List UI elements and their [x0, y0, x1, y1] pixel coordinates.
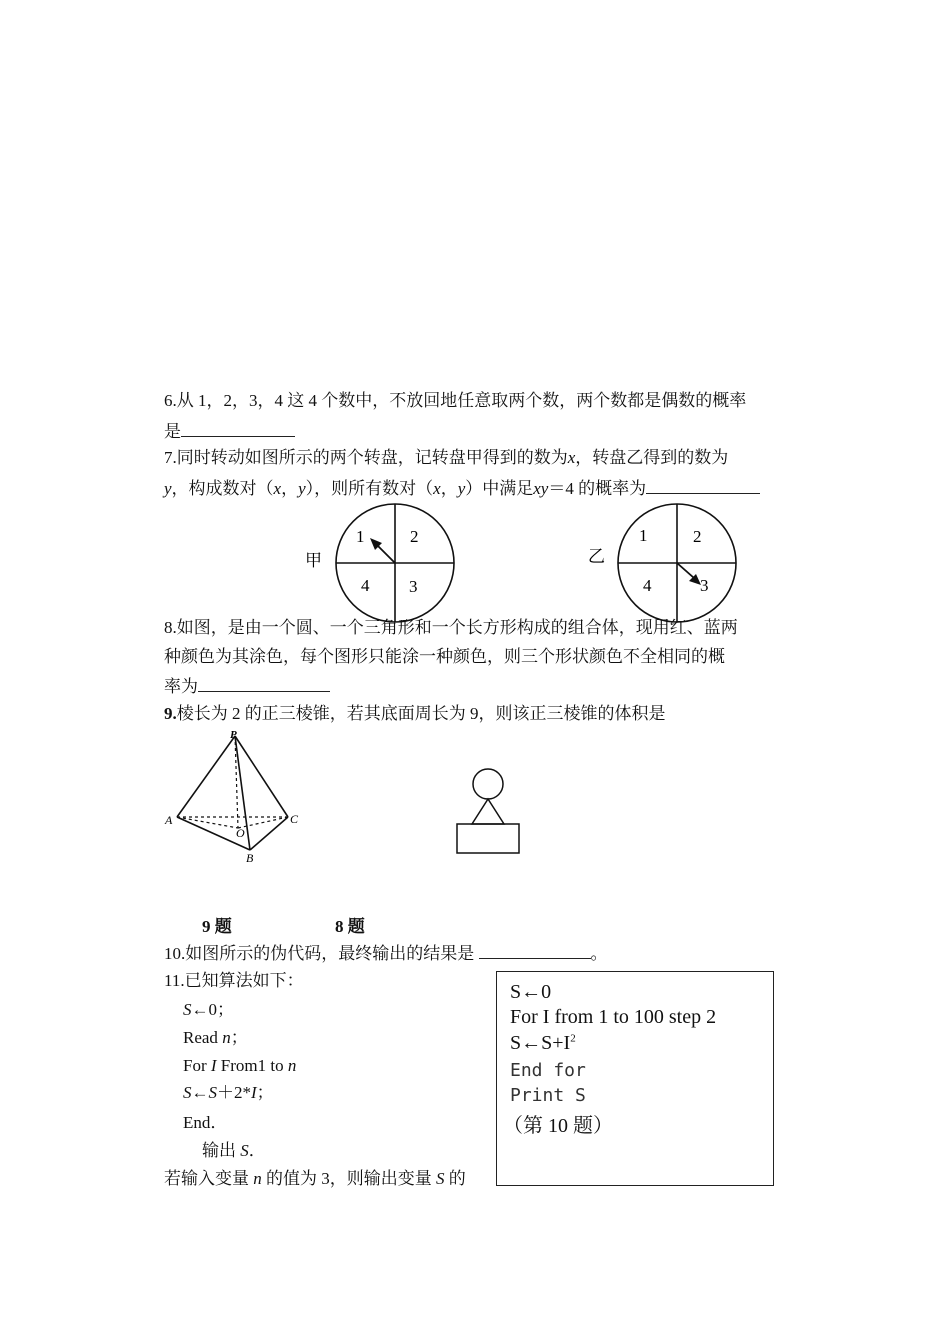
code-line-4: End for [510, 1060, 586, 1081]
q11-algo-line6: 输出 S． [202, 1141, 266, 1160]
q6-answer-blank[interactable] [181, 419, 295, 437]
pseudocode-box [496, 971, 774, 1186]
edge-pc [235, 736, 288, 817]
q11-algo-line5: End． [183, 1113, 228, 1132]
label-o: O [236, 826, 245, 840]
q8-line2: 种颜色为其涂色，每个图形只能涂一种颜色，则三个形状颜色不全相同的概 [164, 647, 725, 666]
code-caption: （第 10 题） [503, 1115, 613, 1137]
edge-bc [250, 817, 288, 850]
label-c: C [290, 812, 299, 826]
spinner-yi-num-3: 3 [700, 576, 709, 595]
q6-line1: 6.从 1，2，3，4 这 4 个数中，不放回地任意取两个数，两个数都是偶数的概率 [164, 391, 747, 410]
caption-q8: 8 题 [335, 917, 365, 936]
code-line-1: S←0 [510, 981, 552, 1003]
spinner-jia-num-2: 2 [410, 527, 419, 546]
q7-line2: y，构成数对（x，y），则所有数对（x，y）中满足xy＝4 的概率为 [164, 476, 760, 500]
label-a: A [165, 813, 173, 827]
figure-rectangle [457, 824, 519, 853]
code-line-2: For I from 1 to 100 step 2 [510, 1006, 717, 1028]
composite-figure [450, 764, 530, 858]
q6-line2: 是 [164, 419, 295, 443]
spinner-yi-num-1: 1 [639, 526, 648, 545]
spinner-jia-pointer [376, 544, 395, 563]
edge-pa [177, 736, 235, 817]
spinner-jia-num-1: 1 [356, 527, 365, 546]
q8-line3: 率为 [164, 674, 330, 698]
q10-answer-blank[interactable] [479, 941, 591, 959]
code-line-3: $S\leftarrow S+I^2$ [510, 1032, 576, 1054]
code-line-5: Print S [510, 1085, 586, 1106]
spinner-jia-num-3: 3 [409, 577, 418, 596]
q11-algo-line3: For I From1 to n [183, 1056, 297, 1075]
spinner-jia-num-4: 4 [361, 576, 370, 595]
q11-algo-line2: Read n； [183, 1028, 248, 1047]
spinner-yi-num-2: 2 [693, 527, 702, 546]
label-p: P [230, 729, 237, 741]
spinner-yi-label: 乙 [588, 547, 605, 566]
q7-line1: 7.同时转动如图所示的两个转盘，记转盘甲得到的数为x，转盘乙得到的数为 [164, 448, 729, 467]
q11-last-line: 若输入变量 n 的值为 3，则输出变量 S 的 [164, 1169, 466, 1188]
spinner-yi-pointer [677, 563, 694, 578]
label-b: B [246, 851, 254, 865]
q11-title: 11.已知算法如下： [164, 971, 304, 990]
q7-answer-blank[interactable] [646, 476, 760, 494]
q8-line1: 8.如图，是由一个圆、一个三角形和一个长方形构成的组合体，现用红、蓝两 [164, 618, 738, 637]
pyramid-figure [160, 726, 310, 868]
q8-answer-blank[interactable] [198, 674, 330, 692]
figure-triangle [472, 799, 504, 824]
q10-line: 10.如图所示的伪代码，最终输出的结果是 。 [164, 941, 608, 965]
spinner-yi-num-4: 4 [643, 576, 652, 595]
q9-line: 9.棱长为 2 的正三棱锥，若其底面周长为 9，则该正三棱锥的体积是 [164, 704, 666, 723]
spinners-figure [296, 498, 756, 626]
q11-algo-line1: S←0； [183, 1000, 234, 1019]
segment-ao [177, 817, 238, 828]
figure-circle [473, 769, 503, 799]
spinner-yi [618, 504, 736, 622]
spinner-jia-label: 甲 [305, 551, 322, 570]
caption-q9: 9 题 [202, 917, 232, 936]
q11-algo-line4: S←S＋2*I； [183, 1083, 274, 1102]
spinner-jia [336, 504, 454, 622]
